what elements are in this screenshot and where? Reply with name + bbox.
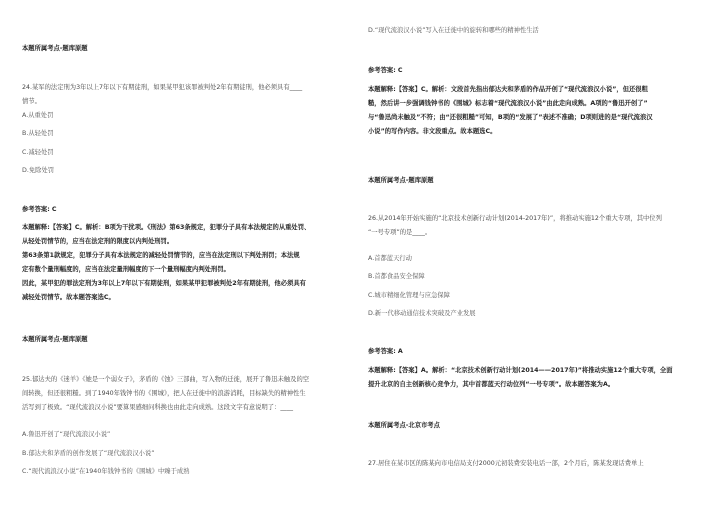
question-26-option-b: B.首都食品安全保障 bbox=[368, 273, 425, 280]
question-26-option-d: D.新一代移动通信技术突破及产业发展 bbox=[368, 310, 476, 317]
question-24-option-d: D.免除处罚 bbox=[22, 167, 55, 174]
reference-answer: 参考答案: A bbox=[368, 348, 403, 355]
reference-answer: 参考答案: C bbox=[22, 206, 57, 213]
answer-explanation-line: 提升北京的自主创新核心竞争力，其中首都蓝天行动位列“一号专项”。故本题答案为A。 bbox=[368, 381, 615, 388]
question-24-option-b: B.从轻处罚 bbox=[22, 130, 54, 137]
question-25-option-a: A.鲁迅开创了“现代流浪汉小说” bbox=[22, 431, 111, 438]
question-25-stem: 活写到了极致。“现代流浪汉小说”要算果感细问科换也由此走向成熟。这段文字有意说明了：____ bbox=[22, 404, 293, 411]
answer-explanation-line: 小说”的写作内容。非文段重点。故本题选C。 bbox=[368, 128, 497, 135]
question-24-stem: 24.某军的法定刑为3年以上7年以下有期徒刑，如果某甲犯该罪被判处2年有期徒刑，他必须具有____ bbox=[22, 84, 303, 91]
question-25-option-c: C.“现代流浪汉小说”在1940年钱钟书的《围城》中臻于成熟 bbox=[22, 468, 190, 475]
knowledge-point-label: 本题所属考点-题库原题 bbox=[368, 177, 434, 184]
reference-answer: 参考答案: C bbox=[368, 67, 403, 74]
question-25-option-d: D.“现代流浪汉小说”写入在迁徙中的旋转和哪些的精神性生活 bbox=[368, 27, 539, 34]
answer-explanation-line: 与“鲁迅尚未触及”不符；由“还很粗糙”可知，B项的“发展了”表述不准确；D项则进的是“现代流浪汉 bbox=[368, 114, 653, 121]
question-26-option-a: A.首都蓝天行动 bbox=[368, 255, 412, 262]
answer-explanation-line: 第63条第1款规定，犯罪分子具有本法规定的减轻处罚情节的，应当在法定刑以下判处刑罚；本法规 bbox=[22, 252, 300, 259]
answer-explanation-line: 本题解释:【答案】A。解析：“北京技术创新行动计划(2014——2017年)”将推动实施12个重大专项，全面 bbox=[368, 367, 673, 374]
question-25-stem: 间转换，但还很粗糙。到了1940年钱钟书的《围城》，把人在迁徙中的浪游消耗，目标缺失的精神性生 bbox=[22, 390, 306, 397]
question-24-option-c: C.减轻处罚 bbox=[22, 149, 54, 156]
answer-explanation-line: 减轻处罚情节。故本题答案选C。 bbox=[22, 294, 115, 301]
answer-explanation-line: 糙，然后讲一步强调钱钟书的《围城》标志着“现代流浪汉小说”由此走向成熟。A项的“鲁迅开创了” bbox=[368, 100, 648, 107]
question-25-option-b: B.郁达夫和茅盾的创作发展了“现代流浪汉小说” bbox=[22, 450, 155, 457]
knowledge-point-label: 本题所属考点-北京市考点 bbox=[368, 422, 440, 429]
question-24-option-a: A.从重处罚 bbox=[22, 112, 54, 119]
question-27-stem: 27.居住在某市区的陈某向市电信局支付2000元初装费安装电话一部，2个月后，陈某发现话费单上 bbox=[368, 460, 644, 467]
answer-explanation-line: 本题解释:【答案】C。解析：文段首先指出郁达夫和茅盾的作品开创了“现代流浪汉小说”，但还很粗 bbox=[368, 86, 648, 93]
question-26-stem: “一号专项”的是____。 bbox=[368, 229, 432, 236]
question-26-option-c: C.城市精细化管理与应急保障 bbox=[368, 292, 450, 299]
answer-explanation-line: 因此，某甲犯的罪法定刑为3年以上7年以下有期徒刑，如果某甲犯罪被判处2年有期徒刑，他必须具有 bbox=[22, 280, 306, 287]
knowledge-point-label: 本题所属考点-题库原题 bbox=[22, 45, 88, 52]
question-26-stem: 26.从2014年开始实施的“北京技术创新行动计划(2014-2017年)”，将推动实施12个重大专项，其中位列 bbox=[368, 215, 662, 222]
answer-explanation-line: 定有数个量刑幅度的，应当在法定量刑幅度的下一个量刑幅度内判处刑罚。 bbox=[22, 266, 230, 273]
knowledge-point-label: 本题所属考点-题库原题 bbox=[22, 336, 88, 343]
question-25-stem: 25.郁达夫的《迷羊》《她是一个弱女子》，茅盾的《蚀》三部曲，写入物的迁徙，展开了鲁迅未触及的空 bbox=[22, 376, 310, 383]
answer-explanation-line: 从轻处罚情节的，应当在法定刑的限度以内判处刑罚。 bbox=[22, 238, 174, 245]
answer-explanation-line: 本题解释:【答案】C。解析：B项为干扰项。《刑法》第63条规定，犯罪分子具有本法规定的从重处罚、 bbox=[22, 224, 311, 231]
question-24-stem-cont: 情节。 bbox=[22, 98, 41, 105]
